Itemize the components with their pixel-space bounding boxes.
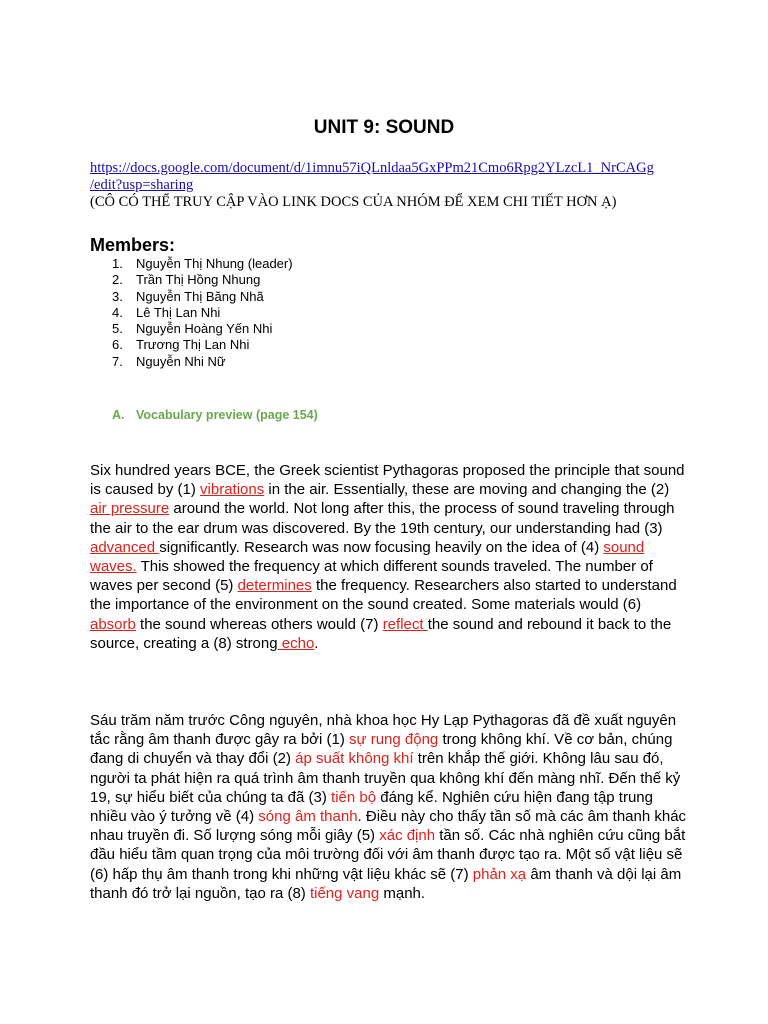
text-run: the sound whereas others would (7) [135,615,383,633]
vocab-word: advanced [90,538,160,556]
vocab-word: tiến bộ [331,788,377,806]
vocab-word: áp suất không khí [295,750,414,768]
text-run: trong không khí. Về cơ bản, chúng đang di chuyển và thay đổi (2) [90,731,673,768]
vocab-word: sự rung động [349,731,439,749]
vocab-heading [112,408,318,422]
english-paragraph [90,461,690,653]
list-item [112,337,293,353]
list-number: 7. [112,353,123,369]
docs-link[interactable] [90,160,690,194]
vocab-word: phản xạ [472,865,527,883]
member-name: Nguyễn Thị Băng Nhã [136,288,264,304]
text-run: around the world. Not long after this, the process of sound traveling through the air to the ear drum was discovered. By the 19th century, our understanding had (3) [90,500,675,537]
vocab-word: echo [277,634,315,652]
vocab-word: sóng âm thanh [258,808,358,826]
text-run: the sound and rebound it back to the source, creating a (8) strong [90,615,672,652]
text-run: the frequency. Researchers also started to understand the importance of the environment on the sound created. Some materials would (6) [90,577,677,614]
list-number: 4. [112,304,123,320]
text-run: . [314,634,319,652]
list-number: 1. [112,256,123,271]
vocab-word: xác định [379,827,436,845]
vocab-word: sound waves. [90,538,645,576]
list-number: 3. [112,288,123,304]
link-block [90,160,690,211]
vocab-word: tiếng vang [309,884,380,902]
vocab-word: vibrations [200,481,265,499]
text-run: significantly. Research was now focusing heavily on the idea of (4) [159,538,604,556]
members-list [112,256,293,370]
list-item [112,354,293,370]
vocab-word: absorb [90,615,136,633]
list-item [112,256,293,272]
list-item [112,289,293,305]
text-run: This showed the frequency at which different sounds traveled. The number of waves per second (5) [90,558,653,595]
vocab-word: reflect [382,615,428,633]
text-run: đáng kể. Nghiên cứu hiện đang tập trung nhiều vào ý tưởng về (4) [90,788,653,826]
text-run: trên khắp thế giới. Không lâu sau đó, người ta phát hiện ra quá trình âm thanh truyền qua không khí đến màng nhĩ. Đến thế kỷ 19, sự hiểu biết của chúng ta đã (3) [90,750,681,806]
docs-link-line-2[interactable]: /edit?usp=sharing [90,177,194,193]
member-name: Nguyễn Thị Nhung (leader) [136,256,293,271]
text-run: tần số. Các nhà nghiên cứu cũng bắt đầu hiểu tầm quan trọng của môi trường đối với âm thanh được tạo ra. Một số vật liệu sẽ (6) hấp thụ âm thanh trong khi những vật liệu khác sẽ (7) [90,827,686,883]
vocab-title: Vocabulary preview (page 154) [136,408,318,422]
list-item [112,305,293,321]
list-item [112,272,293,288]
list-number: 2. [112,272,123,288]
member-name: Trần Thị Hồng Nhung [136,272,261,288]
vocab-word: air pressure [90,500,170,518]
text-run: âm thanh và dội lại âm thanh đó trở lại nguồn, tạo ra (8) [90,865,682,902]
members-heading: Members: [90,235,176,255]
vocab-number: A. [112,408,125,422]
text-run: in the air. Essentially, these are moving and changing the (2) [264,481,670,499]
vietnamese-paragraph [90,711,690,903]
text-run: Six hundred years BCE, the Greek scientist Pythagoras proposed the principle that sound is caused by (1) [90,462,685,499]
member-name: Nguyễn Hoàng Yến Nhi [136,321,273,337]
text-run: . Điều này cho thấy tần số mà các âm thanh khác nhau truyền đi. Số lượng sóng mỗi giây (5) [90,808,687,845]
member-name: Trương Thị Lan Nhi [136,337,250,353]
list-number: 6. [112,337,123,353]
link-note: (CÔ CÓ THỂ TRUY CẬP VÀO LINK DOCS CỦA NHÓM ĐỂ XEM CHI TIẾT HƠN Ạ) [90,194,617,210]
docs-link-line-1[interactable]: https://docs.google.com/document/d/1imnu57iQLnldaa5GxPPm21Cmo6Rpg2YLzcL1_NrCAGg [90,160,654,176]
text-run: Sáu trăm năm trước Công nguyên, nhà khoa học Hy Lạp Pythagoras đã đề xuất nguyên tắc rằng âm thanh được gây ra bởi (1) [90,712,677,749]
page-title: UNIT 9: SOUND [313,117,455,138]
member-name: Nguyễn Nhi Nữ [136,353,226,369]
list-item [112,321,293,337]
vocab-word: determines [237,577,312,595]
member-name: Lê Thị Lan Nhi [136,304,221,320]
list-number: 5. [112,321,123,337]
text-run: mạnh. [379,884,426,902]
